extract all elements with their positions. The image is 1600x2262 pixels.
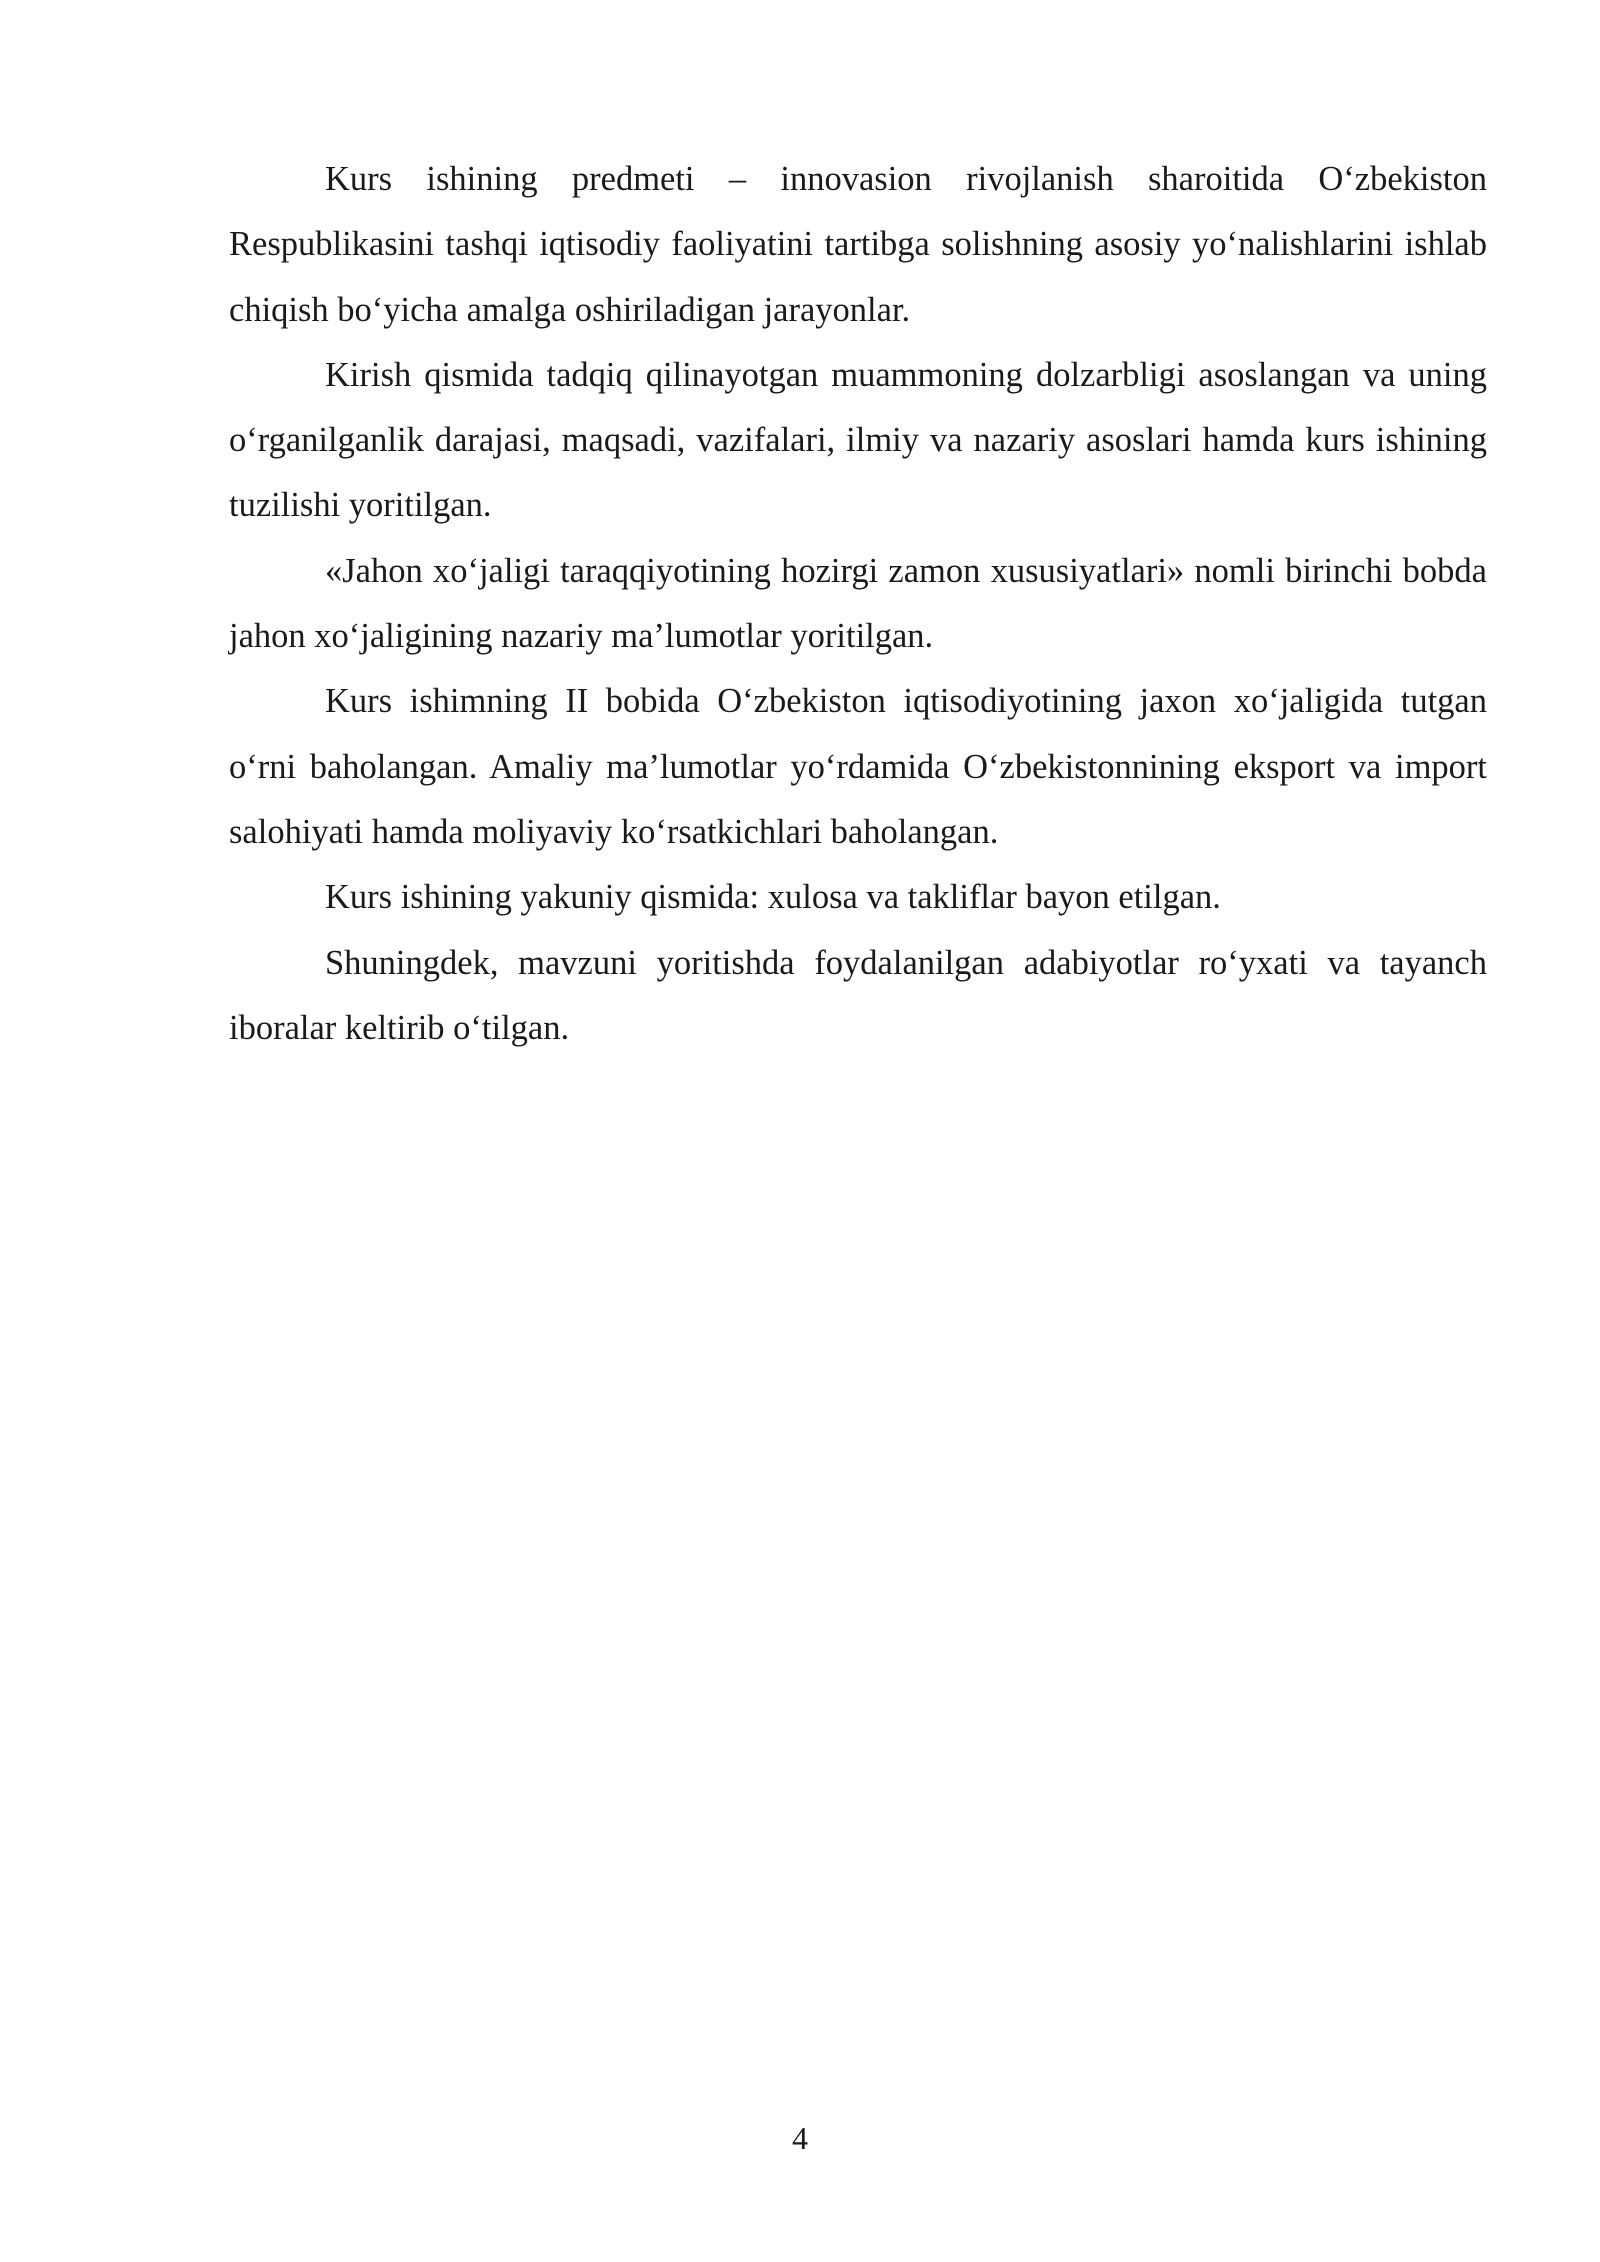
paragraph-introduction: Kirish qismida tadqiq qilinayotgan muammoning dolzarbligi asoslangan va uning o‘rganilganlik darajasi, maqsadi, vazifalari, ilmiy va nazariy asoslari hamda kurs ishining tuzilishi yoritilgan. [229, 355, 1487, 525]
paragraph-subject: Kurs ishining predmeti – innovasion rivojlanish sharoitida O‘zbekiston Respublikasini tashqi iqtisodiy faoliyatini tartibga solishning asosiy yo‘nalishlarini ishlab chiqish bo‘yicha amalga oshiriladigan jarayonlar. [229, 160, 1487, 329]
paragraph-chapter-one: «Jahon xo‘jaligi taraqqiyotining hozirgi zamon xususiyatlari» nomli birinchi bobda jahon xo‘jaligining nazariy ma’lumotlar yoritilgan. [229, 551, 1487, 656]
page-number: 4 [792, 2120, 808, 2156]
paragraph-conclusion: Kurs ishining yakuniy qismida: xulosa va takliflar bayon etilgan. [325, 878, 1221, 917]
body-text [229, 147, 1487, 1061]
paragraph-chapter-two: Kurs ishimning II bobida O‘zbekiston iqtisodiyotining jaxon xo‘jaligida tutgan o‘rni baholangan. Amaliy ma’lumotlar yo‘rdamida O‘zbekistonnining eksport va import salohiyati hamda moliyaviy ko‘rsatkichlari baholangan. [229, 682, 1487, 851]
paragraph-references: Shuningdek, mavzuni yoritishda foydalanilgan adabiyotlar ro‘yxati va tayanch iboralar keltirib o‘tilgan. [229, 943, 1487, 1047]
